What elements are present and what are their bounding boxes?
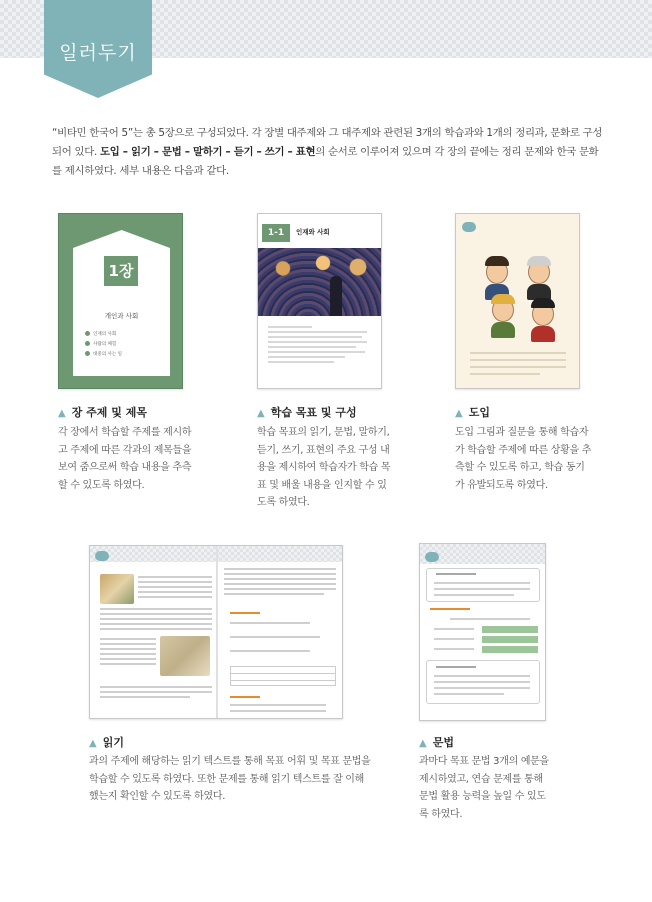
caption-desc-1: 각 장에서 학습할 주제를 제시하 고 주제에 따른 각과의 제목들을 보여 줌으로써 학습 내용을 추측 할 수 있도록 하였다. <box>58 427 192 491</box>
section-tag-icon <box>95 551 109 561</box>
section-tag-icon <box>462 222 476 232</box>
caption-desc-4: 과의 주제에 해당하는 읽기 텍스트를 통해 목표 어휘 및 목표 문법을 학습할 수 있도록 하였다. 또한 문제를 통해 읽기 텍스트를 잘 이해 했는지 확인할 수 있도록 하였다. <box>89 756 371 802</box>
caption-desc-5: 과마다 목표 문법 3개의 예문을 제시하였고, 연습 문제를 통해 문법 활용 능력을 높일 수 있도 록 하였다. <box>419 756 549 820</box>
caption-title-4: ▲ 읽기 <box>89 736 124 749</box>
chapter-badge: 1장 <box>104 256 138 286</box>
caption-desc-3: 도입 그림과 질문을 통해 학습자 가 학습할 주제에 따른 상황을 추 측할 수 있도록 하고, 학습 동기 가 유발되도록 하였다. <box>455 427 592 491</box>
chapter-title-thumbnail <box>58 213 183 389</box>
triangle-up-icon: ▲ <box>58 408 66 419</box>
intro-bold-sequence: 도입 – 읽기 – 문법 – 말하기 – 듣기 – 쓰기 – 표현 <box>99 146 316 158</box>
caption-title-2: ▲ 학습 목표 및 구성 <box>257 406 357 419</box>
objectives-text-lines <box>268 326 378 366</box>
lecture-photo <box>258 248 382 316</box>
caption-title-1: ▲ 장 주제 및 제목 <box>58 406 147 419</box>
lesson-objectives-thumbnail <box>257 213 382 389</box>
triangle-up-icon: ▲ <box>89 738 97 749</box>
bullet-dot-icon <box>85 331 90 336</box>
chapter-sub-item: 대중의 사는 일 <box>85 351 122 357</box>
currency-image <box>100 574 134 604</box>
triangle-up-icon: ▲ <box>455 408 463 419</box>
bullet-dot-icon <box>85 341 90 346</box>
section-tag-icon <box>425 552 439 562</box>
exercise-table <box>230 666 336 686</box>
chapter-sub-item: 인재의 사회 <box>85 331 116 337</box>
caption-title-5: ▲ 문법 <box>419 736 454 749</box>
page-title: 일러두기 <box>59 42 137 64</box>
introduction-thumbnail <box>455 213 580 389</box>
banknote-image <box>160 636 210 676</box>
triangle-up-icon: ▲ <box>257 408 265 419</box>
speaker-figure <box>330 276 342 316</box>
reading-spread-thumbnail <box>89 545 343 719</box>
caption-desc-2: 학습 목표의 읽기, 문법, 말하기, 듣기, 쓰기, 표현의 주요 구성 내 용을 제시하여 학습자가 학습 목 표 및 배울 내용을 인지할 수 있 도록 하였다. <box>257 427 391 508</box>
chapter-sub-item: 사람의 체험 <box>85 341 116 347</box>
grammar-thumbnail <box>419 543 546 721</box>
lesson-number-badge: 1-1 <box>262 224 290 242</box>
caption-title-3: ▲ 도입 <box>455 406 490 419</box>
lesson-title: 인재와 사회 <box>296 228 330 236</box>
triangle-up-icon: ▲ <box>419 738 427 749</box>
bullet-dot-icon <box>85 351 90 356</box>
intro-paragraph: “비타민 한국어 5”는 총 5장으로 구성되었다. 각 장별 대주제와 그 대주제와 관련된 3개의 학습과와 1개의 정리과, 문화로 구성되어 있다. 도입 – 읽기 – 문법 – 말하기 – 듣기 – 쓰기 – 표현의 순서로 이루어져 있으며 각 장의 끝에는 정리 문제와 한국 문화를 제시하였다. 세부 내용은 다음과 같다. <box>52 127 603 177</box>
chapter-unit-title: 개인과 사회 <box>104 312 139 320</box>
